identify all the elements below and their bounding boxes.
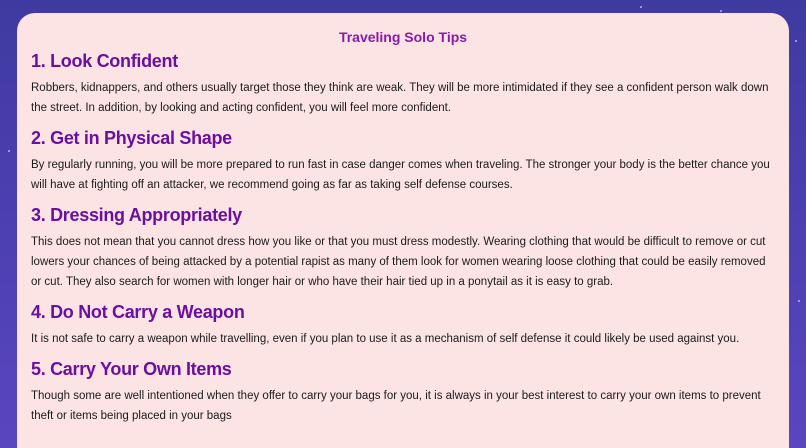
star-decoration: [640, 6, 642, 8]
tip-section-4: [31, 302, 775, 349]
star-decoration: [8, 150, 10, 152]
tip-heading: 4. Do Not Carry a Weapon: [31, 302, 245, 322]
tip-heading: 2. Get in Physical Shape: [31, 128, 232, 148]
page-title: Traveling Solo Tips: [338, 29, 468, 45]
tip-body: Though some are well intentioned when they offer to carry your bags for you, it is always in your best interest to carry your own items to prevent theft or items being placed in your bags: [31, 390, 761, 422]
tip-body: Robbers, kidnappers, and others usually target those they think are weak. They will be more intimidated if they see a confident person walk down the street. In addition, by looking and acting confident, you will feel more confident.: [31, 82, 769, 114]
tip-heading: 1. Look Confident: [31, 51, 178, 71]
tip-section-5: [31, 359, 775, 426]
tip-body: This does not mean that you cannot dress how you like or that you must dress modestly. Wearing clothing that would be difficult to remove or cut lowers your chances of being attacked by a potential rapist as many of them look for women wearing loose clothing that could be easily removed or cut. They also search for women with longer hair or who have their hair tied up in a ponytail as it is easy to grab.: [31, 236, 766, 288]
tip-body: It is not safe to carry a weapon while travelling, even if you plan to use it as a mechanism of self defense it could likely be used against you.: [31, 333, 740, 345]
star-decoration: [798, 300, 800, 302]
tip-section-3: [31, 205, 775, 292]
tip-heading: 5. Carry Your Own Items: [31, 359, 232, 379]
tips-card: [17, 13, 789, 448]
star-decoration: [720, 10, 722, 12]
tip-body: By regularly running, you will be more prepared to run fast in case danger comes when traveling. The stronger your body is the better chance you will have at fighting off an attacker, we recommend going as far as taking self defense courses.: [31, 159, 770, 191]
tip-heading: 3. Dressing Appropriately: [31, 205, 242, 225]
star-decoration: [795, 40, 797, 42]
tip-section-1: [31, 51, 775, 118]
tip-section-2: [31, 128, 775, 195]
